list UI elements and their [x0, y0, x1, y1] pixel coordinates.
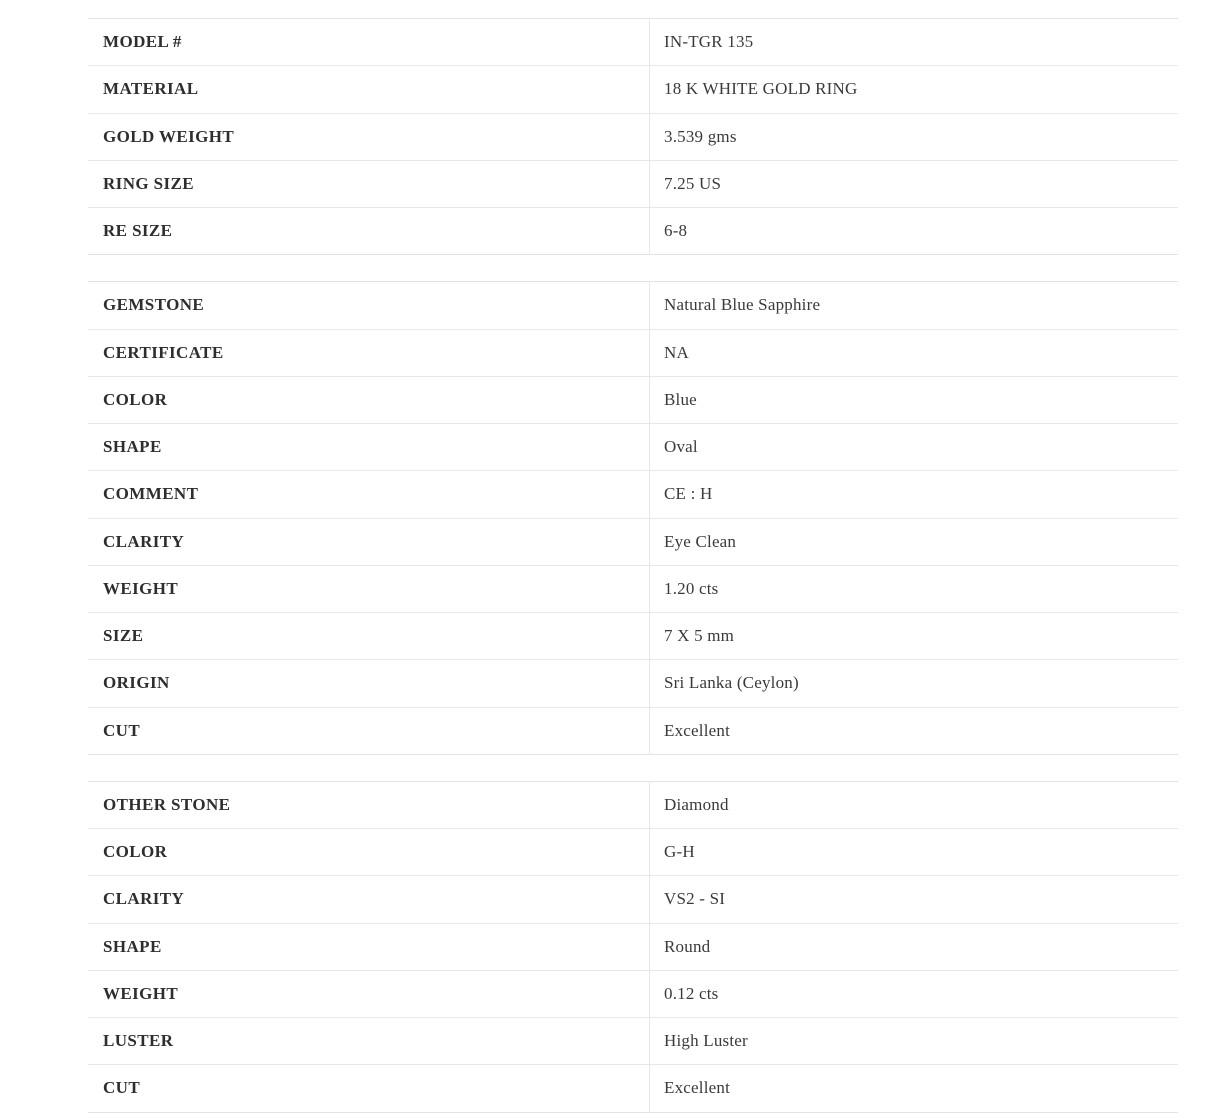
spec-value: Oval [664, 437, 698, 456]
spec-label: MODEL # [88, 19, 650, 66]
spec-value: 3.539 gms [664, 126, 737, 146]
spec-value: 7.25 US [664, 173, 722, 193]
table-row [88, 113, 1178, 160]
table-row [88, 282, 1178, 329]
table-row [88, 19, 1178, 66]
spec-label: CERTIFICATE [88, 329, 650, 376]
table-row [88, 876, 1178, 923]
spec-label: GOLD WEIGHT [88, 113, 650, 160]
spec-value: 7 X 5 mm [664, 626, 735, 645]
spec-label: GEMSTONE [88, 282, 650, 329]
spec-value: 18 K WHITE GOLD RING [664, 79, 858, 99]
spec-value: Sri Lanka (Ceylon) [664, 673, 799, 693]
spec-label: RE SIZE [88, 208, 650, 255]
spec-value: Eye Clean [664, 531, 737, 551]
spec-label: MATERIAL [88, 66, 650, 113]
spec-value: Excellent [664, 720, 730, 740]
table-row [88, 613, 1178, 660]
spec-label: COMMENT [88, 471, 650, 518]
spec-label: SIZE [88, 613, 650, 660]
spec-value: Round [664, 936, 711, 956]
table-row [88, 471, 1178, 518]
table-row [88, 424, 1178, 471]
table-row [88, 565, 1178, 612]
table-row [88, 829, 1178, 876]
table-row [88, 781, 1178, 828]
spec-label: WEIGHT [88, 970, 650, 1017]
spec-label: COLOR [88, 376, 650, 423]
spec-value: 0.12 cts [664, 983, 719, 1003]
spec-value: IN-TGR 135 [664, 32, 754, 51]
spec-value: G-H [664, 842, 695, 861]
spec-label: CLARITY [88, 876, 650, 923]
spec-label: LUSTER [88, 1018, 650, 1065]
table-row [88, 1018, 1178, 1065]
spec-label: CUT [88, 707, 650, 754]
gemstone-specs-table [88, 281, 1178, 755]
table-row [88, 66, 1178, 113]
spec-label: CUT [88, 1065, 650, 1112]
spec-label: SHAPE [88, 923, 650, 970]
spec-value: 6-8 [664, 221, 688, 240]
spec-label: ORIGIN [88, 660, 650, 707]
table-row [88, 160, 1178, 207]
ring-specs-table [88, 18, 1178, 255]
spec-value: Diamond [664, 794, 729, 814]
table-row [88, 518, 1178, 565]
spec-value: Excellent [664, 1078, 730, 1098]
spec-value: Blue [664, 389, 697, 409]
spec-value: NA [664, 342, 689, 362]
table-row [88, 707, 1178, 754]
table-row [88, 208, 1178, 255]
spec-value: VS2 - SI [664, 889, 726, 909]
table-row [88, 923, 1178, 970]
spec-value: CE : H [664, 484, 713, 504]
spec-value: High Luster [664, 1031, 748, 1050]
spec-label: CLARITY [88, 518, 650, 565]
table-row [88, 660, 1178, 707]
spec-label: OTHER STONE [88, 781, 650, 828]
spec-label: COLOR [88, 829, 650, 876]
other-stone-specs-table [88, 781, 1178, 1113]
spec-value: 1.20 cts [664, 578, 719, 598]
table-row [88, 376, 1178, 423]
table-row [88, 329, 1178, 376]
spec-label: WEIGHT [88, 565, 650, 612]
spec-label: RING SIZE [88, 160, 650, 207]
spec-value: Natural Blue Sapphire [664, 295, 821, 315]
table-row [88, 970, 1178, 1017]
table-row [88, 1065, 1178, 1112]
spec-label: SHAPE [88, 424, 650, 471]
